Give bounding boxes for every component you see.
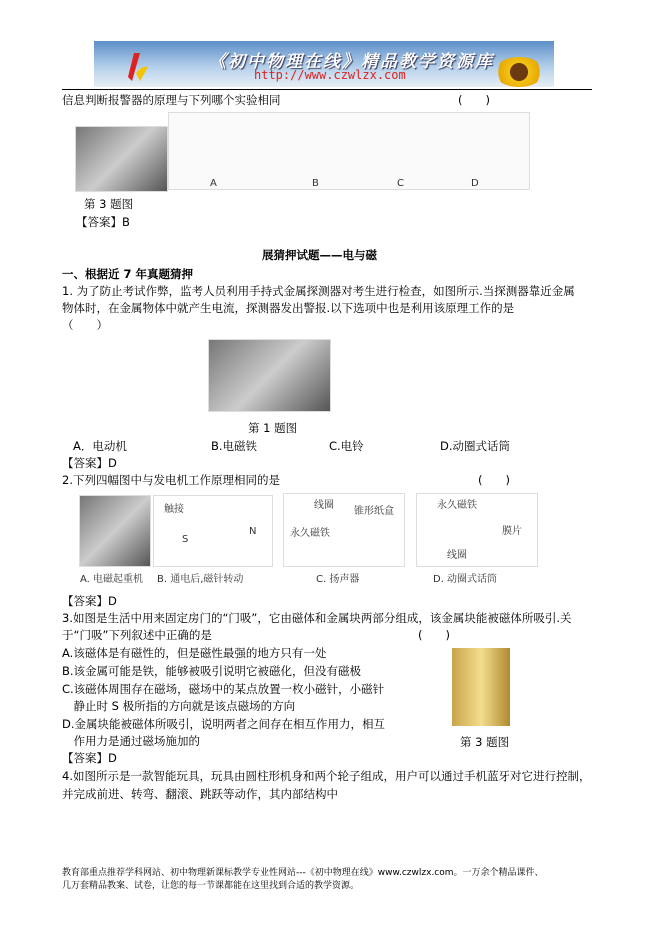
q3-option: B.该金属可能是铁，能够被吸引说明它被磁化，但没有磁极 xyxy=(62,664,362,678)
q1-line: （ ） xyxy=(62,318,108,332)
figure-caption: A. 电磁起重机 xyxy=(80,574,144,585)
q2-text: 2.下列四幅图中与发电机工作原理相同的是 xyxy=(62,473,280,487)
crane-photo xyxy=(79,495,151,567)
answer: 【答案】B xyxy=(76,215,130,229)
diagram-label: N xyxy=(249,526,257,537)
diagram-label: 触接 xyxy=(164,504,184,515)
answer-paren: ( ) xyxy=(458,93,490,107)
option-d: D.动圈式话筒 xyxy=(440,439,511,453)
diagram-label: 永久磁铁 xyxy=(290,528,330,539)
figure-caption: B. 通电后,磁针转动 xyxy=(157,574,244,585)
q3-option: A.该磁体是有磁性的，但是磁性最强的地方只有一处 xyxy=(62,646,327,660)
diagram-label: S xyxy=(182,534,189,545)
q3-option: 作用力是通过磁场施加的 xyxy=(62,734,200,748)
security-gate-photo xyxy=(75,126,168,192)
figure-caption: C. 扬声器 xyxy=(316,574,360,585)
figure-caption: 第 3 题图 xyxy=(460,735,510,749)
diagram-label-b: B xyxy=(312,178,319,189)
footer-line: 教育部重点推荐学科网站、初中物理新课标教学专业性网站---《初中物理在线》www.czwlzx.com。一万余个精品课件、 xyxy=(62,868,544,878)
diagram-label: 线圈 xyxy=(314,500,334,511)
q3-option: D.金属块能被磁体所吸引，说明两者之间存在相互作用力，相互 xyxy=(62,717,386,731)
banner-url[interactable]: http://www.czwlzx.com xyxy=(254,68,406,82)
question-text: 信息判断报警器的原理与下列哪个实验相同 xyxy=(62,93,281,107)
q3-line: 于“门吸”下列叙述中正确的是 xyxy=(62,628,212,642)
figure-caption: 第 3 题图 xyxy=(84,197,134,211)
sunflower-icon xyxy=(494,57,544,87)
diagram-label-d: D xyxy=(471,178,479,189)
answer: 【答案】D xyxy=(62,751,117,765)
diagram-label: 锥形纸盒 xyxy=(354,506,394,517)
diagram-label: 永久磁铁 xyxy=(437,500,477,511)
option-a: A．电动机 xyxy=(73,439,127,453)
speaker-diagram xyxy=(283,493,405,567)
q1-line: 1. 为了防止考试作弊，监考人员利用手持式金属探测器对考生进行检查，如图所示.当探测器靠近金属 xyxy=(62,284,575,298)
footer-line: 几万套精品教案、试卷，让您的每一节课都能在这里找到合适的教学资源。 xyxy=(62,881,360,891)
q3-option: 静止时 S 极所指的方向就是该点磁场的方向 xyxy=(62,699,296,713)
header-divider xyxy=(62,89,592,90)
answer-paren: ( ) xyxy=(478,473,510,487)
figure-caption: D. 动圈式话筒 xyxy=(433,574,498,585)
diagram-label-c: C xyxy=(397,178,404,189)
figure-caption: 第 1 题图 xyxy=(248,421,298,435)
section-heading: 一、根据近 7 年真题猜押 xyxy=(62,267,194,281)
metal-detector-photo xyxy=(208,339,331,412)
q3-line: 3.如图是生活中用来固定房门的“门吸”，它由磁体和金属块两部分组成，该金属块能被磁体所吸引.关 xyxy=(62,611,572,625)
section-title: 展猜押试题——电与磁 xyxy=(262,248,377,262)
header-banner xyxy=(94,41,554,87)
q1-line: 物体时，在金属物体中就产生电流，探测器发出警报.以下选项中也是利用该原理工作的是 xyxy=(62,301,515,315)
option-b: B.电磁铁 xyxy=(211,439,258,453)
microphone-diagram xyxy=(416,493,538,567)
option-c: C.电铃 xyxy=(329,439,364,453)
answer: 【答案】D xyxy=(62,594,117,608)
diagram-label: 线圈 xyxy=(447,550,467,561)
q3-option: C.该磁体周围存在磁场，磁场中的某点放置一枚小磁针，小磁针 xyxy=(62,682,385,696)
banner-title: 《初中物理在线》精品教学资源库 xyxy=(209,52,494,72)
answer-paren: ( ) xyxy=(418,628,450,642)
q4-line: 4.如图所示是一款智能玩具，玩具由圆柱形机身和两个轮子组成，用户可以通过手机蓝牙对它进行控制， xyxy=(62,769,591,783)
q4-line: 并完成前进、转弯、翻滚、跳跃等动作，其内部结构中 xyxy=(62,787,338,801)
compass-diagram xyxy=(153,495,273,567)
site-logo-icon xyxy=(126,51,148,83)
diagram-label: 膜片 xyxy=(502,526,522,537)
answer: 【答案】D xyxy=(62,456,117,470)
door-stop-photo xyxy=(452,648,510,726)
diagram-label-a: A xyxy=(210,178,217,189)
